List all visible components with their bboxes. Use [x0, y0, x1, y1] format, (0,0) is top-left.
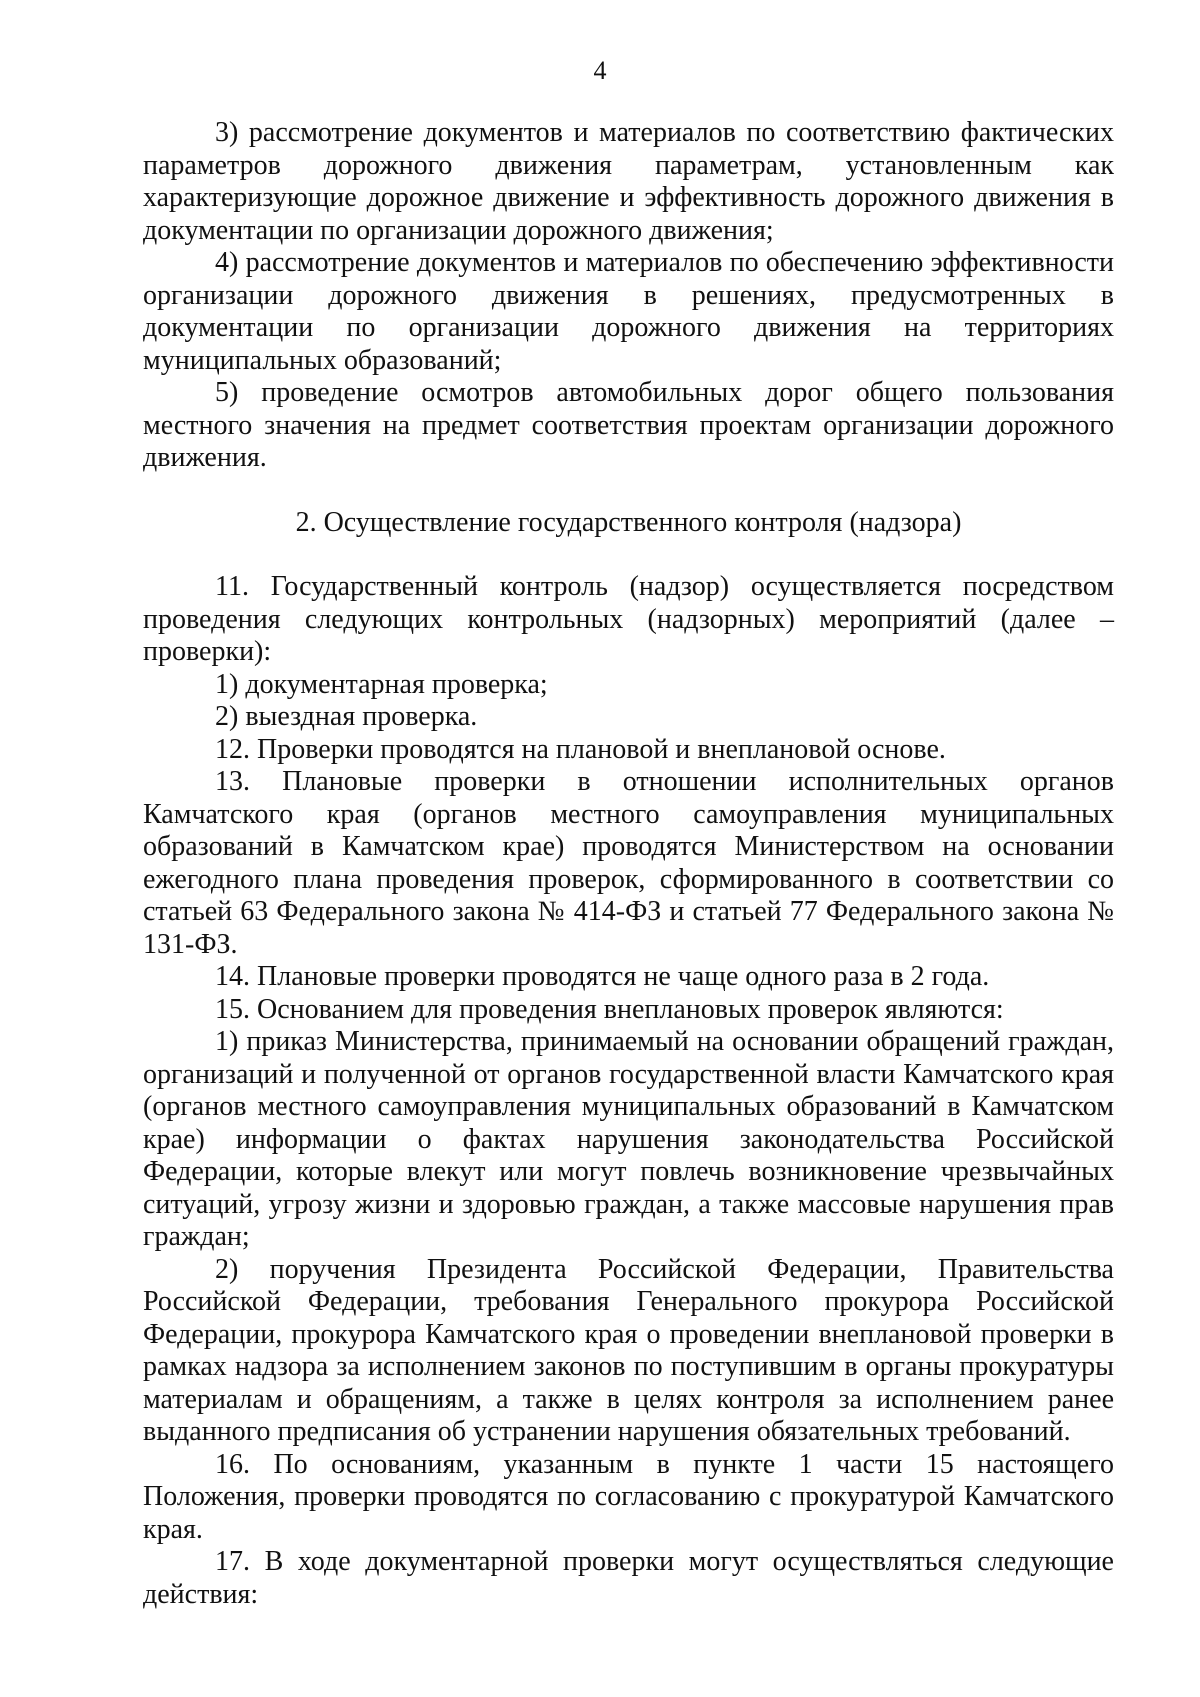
paragraph-clause-14: 14. Плановые проверки проводятся не чаще одного раза в 2 года. [215, 961, 990, 992]
paragraph-clause-12: 12. Проверки проводятся на плановой и внеплановой основе. [215, 733, 946, 765]
paragraph-clause-11-item-1: 1) документарная проверка; [215, 668, 548, 700]
paragraph-clause-13: 13. Плановые проверки в отношении исполнительных органов Камчатского края (органов местного самоуправления муниципальных образований в Камчатском крае) проводятся Министерством на основании ежегодного плана проведения проверок, сформированного в соответствии со статьей 63 Федерального закона № 414-ФЗ и статьей 77 Федерального закона № 131-ФЗ. [143, 766, 1114, 960]
paragraph-clause-15-item-2: 2) поручения Президента Российской Федерации, Правительства Российской Федерации, требования Генерального прокурора Российской Федерации, прокурора Камчатского края о проведении внеплановой проверки в рамках надзора за исполнением законов по поступившим в органы прокуратуры материалам и обращениям, а также в целях контроля за исполнением ранее выданного предписания об устранении нарушения обязательных требований. [143, 1253, 1114, 1447]
paragraph-clause-15-item-1: 1) приказ Министерства, принимаемый на основании обращений граждан, организаций и полученной от органов государственной власти Камчатского края (органов местного самоуправления муниципальных образований в Камчатском крае) информации о фактах нарушения законодательства Российской Федерации, которые влекут или могут повлечь возникновение чрезвычайных ситуаций, угрозу жизни и здоровью граждан, а также массовые нарушения прав граждан; [143, 1026, 1114, 1252]
paragraph-item-3-review-parameters: 3) рассмотрение документов и материалов по соответствию фактических параметров дорожного движения параметрам, установленным как характеризующие дорожное движение и эффективность дорожного движения в документации по организации дорожного движения; [143, 117, 1114, 246]
page-number: 4 [593, 56, 607, 85]
paragraph-clause-11: 11. Государственный контроль (надзор) осуществляется посредством проведения следующих контрольных (надзорных) мероприятий (далее – проверки): [143, 571, 1114, 667]
paragraph-item-4-review-efficiency: 4) рассмотрение документов и материалов по обеспечению эффективности организации дорожного движения в решениях, предусмотренных в документации по организации дорожного движения на территориях муниципальных образований; [143, 247, 1114, 376]
paragraph-clause-11-item-2: 2) выездная проверка. [215, 701, 478, 732]
section-heading: 2. Осуществление государственного контроля (надзора) [295, 506, 962, 538]
document-body [143, 117, 1114, 1611]
paragraph-clause-15: 15. Основанием для проведения внеплановых проверок являются: [215, 993, 1004, 1025]
paragraph-clause-17: 17. В ходе документарной проверки могут осуществляться следующие действия: [143, 1546, 1114, 1610]
paragraph-item-5-road-inspections: 5) проведение осмотров автомобильных дорог общего пользования местного значения на предмет соответствия проектам организации дорожного движения. [143, 377, 1114, 473]
paragraph-clause-16: 16. По основаниям, указанным в пункте 1 части 15 настоящего Положения, проверки проводятся по согласованию с прокуратурой Камчатского края. [143, 1448, 1114, 1545]
